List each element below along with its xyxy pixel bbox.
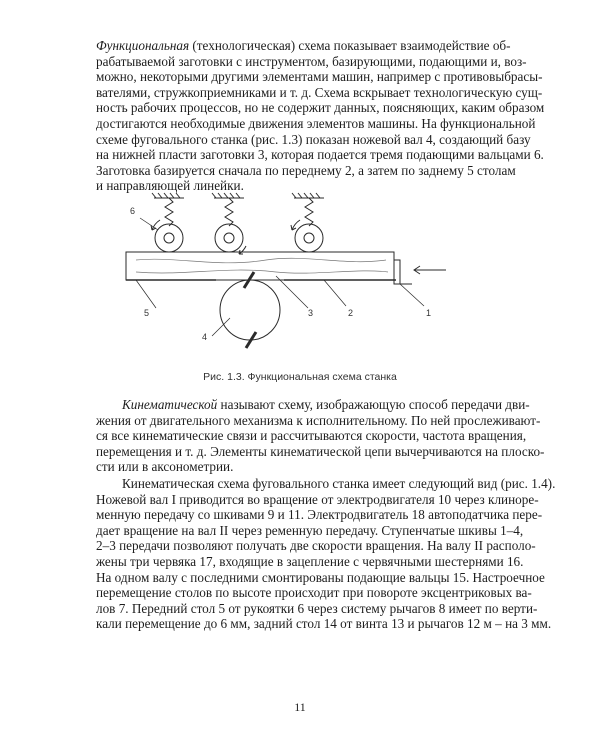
label-5: 5 [144, 308, 150, 318]
feed-direction-arrow [414, 266, 446, 274]
spring-mount-middle [212, 193, 244, 226]
feed-roller-right [291, 220, 323, 252]
spring-mount-left [152, 193, 184, 226]
text-line: достигаются необходимые движения элементов машины. На функциональной [96, 115, 536, 131]
paragraph-kinematic-scheme [96, 397, 545, 475]
wood-grain [136, 258, 386, 263]
functional-scheme-figure [96, 190, 456, 360]
text-line: менную передачу со шкивами 9 и 11. Электродвигатель 18 автоподатчика пере- [96, 507, 543, 523]
term-functional: Функциональная [96, 38, 190, 53]
text-line: вателями, стружкоприемниками и т. д. Схема вскрывает технологическую сущ- [96, 84, 543, 100]
figure-caption: Рис. 1.3. Функциональная схема станка [203, 371, 397, 383]
text-line: жения от двигательного механизма к исполнительному. По ней прослеживают- [96, 412, 541, 428]
spring-mount-right [292, 193, 324, 226]
feed-roller-middle [215, 224, 246, 254]
text-line: Функциональная (технологическая) схема показывает взаимодействие об- [96, 38, 511, 53]
cutter-shaft [220, 272, 280, 348]
paragraph-jointer-kinematics [96, 476, 556, 632]
label-2: 2 [348, 308, 354, 318]
workpiece [126, 252, 394, 280]
text-line: схеме фуговального станка (рис. 1.3) показан ножевой вал 4, создающий базу [96, 131, 531, 147]
label-1: 1 [426, 308, 432, 318]
text-line: Заготовка базируется сначала по переднему 2, а затем по заднему 5 столам [96, 162, 516, 178]
text-line: 2–3 передачи позволяют получать две скорости вращения. На валу II располо- [96, 538, 536, 554]
text-line: Ножевой вал I приводится во вращение от электродвигателя 10 через клиноре- [96, 491, 539, 507]
text-line: ность рабочих процессов, но не содержит данных, поясняющих, каким образом [96, 100, 545, 116]
text-line: на нижней пласти заготовки 3, которая подается тремя подающими вальцами 6. [96, 147, 544, 163]
text-line: лов 7. Передний стол 5 от рукоятки 6 через систему рычагов 8 имеет по верти- [96, 600, 538, 616]
feed-roller-left [151, 220, 183, 252]
label-6: 6 [130, 206, 136, 216]
text-line: и направляющей линейки. [96, 178, 244, 194]
paragraph-functional-scheme [96, 38, 545, 194]
label-3: 3 [308, 308, 314, 318]
text-line: жены три червяка 17, входящие в зацепление с червячными шестернями 16. [96, 553, 524, 569]
text-line: Кинематическая схема фуговального станка имеет следующий вид (рис. 1.4). [122, 476, 556, 491]
term-kinematic: Кинематической [122, 397, 218, 412]
label-4: 4 [202, 332, 208, 342]
page-number: 11 [294, 700, 306, 714]
text-line: перемещения и т. д. Элементы кинематической цепи вычерчиваются на плоско- [96, 443, 545, 459]
text-line: сти или в аксонометрии. [96, 459, 234, 475]
text-line: Кинематической называют схему, изображающую способ передачи дви- [122, 397, 530, 412]
text-line: кали перемещение до 6 мм, задний стол 14 от винта 13 и рычагов 12 м – на 3 мм. [96, 616, 552, 632]
text-line: ся все кинематические связи и рассчитываются скорости, частота вращения, [96, 428, 527, 444]
text-line: перемещение столов по высоте происходит при повороте эксцентриковых ва- [96, 585, 532, 601]
text-line: рабатываемой заготовки с инструментом, базирующими, подающими и, воз- [96, 53, 527, 69]
text-line: На одном валу с последними смонтированы подающие вальцы 15. Настроечное [96, 569, 545, 585]
text-line: можно, некоторыми другими элементами машин, например с противовыбрасы- [96, 69, 543, 85]
text-line: дает вращение на вал II через ременную передачу. Ступенчатые шкивы 1–4, [96, 522, 524, 538]
